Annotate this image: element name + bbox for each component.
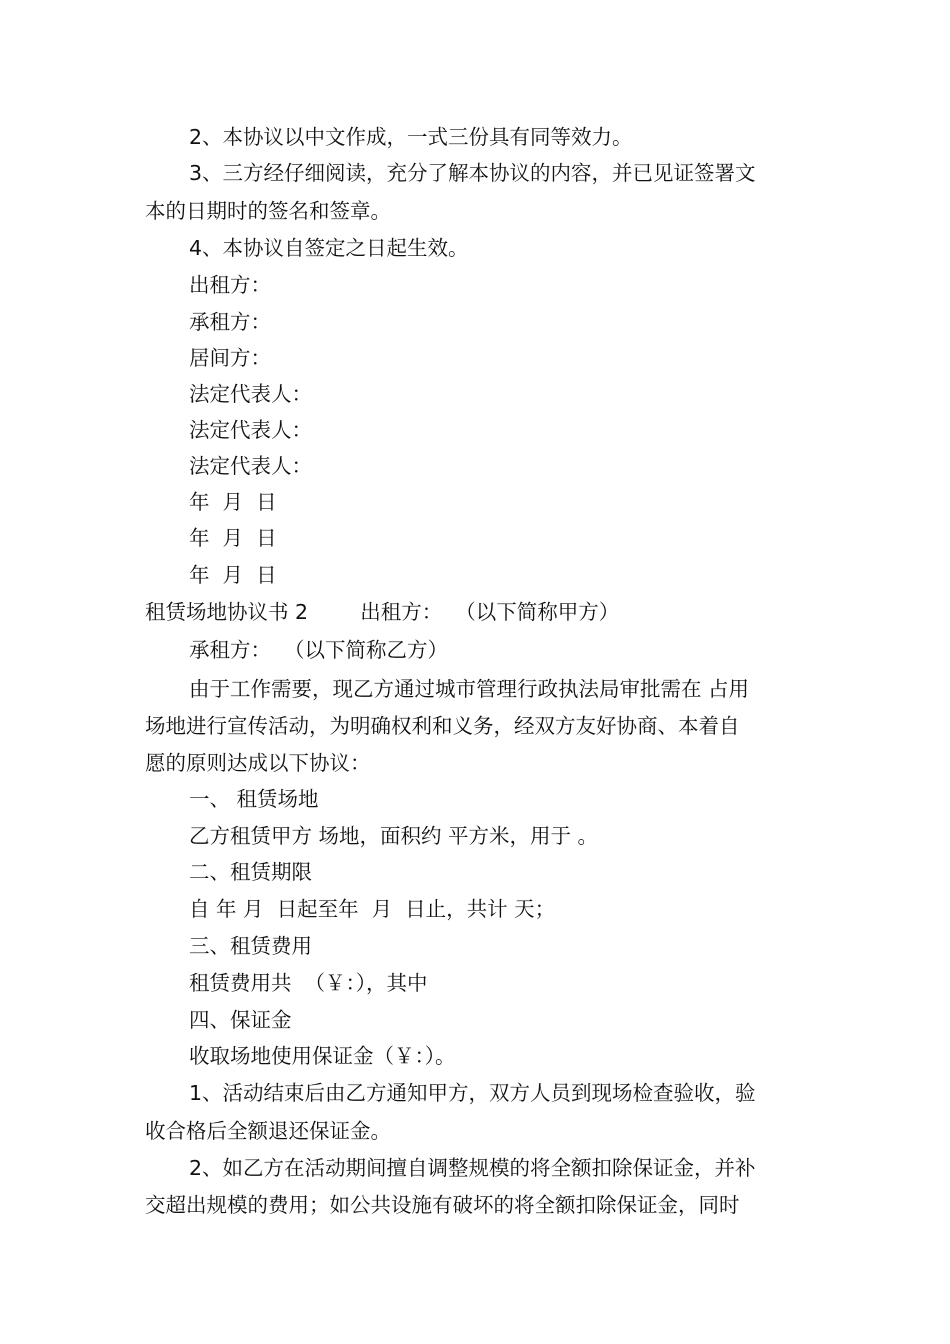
text-line: 承租方：: [189, 310, 271, 334]
text-line: 法定代表人：: [189, 454, 312, 478]
text-line: 法定代表人：: [189, 418, 312, 442]
text-line: 二、租赁期限: [189, 860, 312, 884]
text-line: 2、如乙方在活动期间擅自调整规模的将全额扣除保证金，并补: [189, 1156, 756, 1180]
text-line: 由于工作需要，现乙方通过城市管理行政执法局审批需在 占用: [189, 677, 750, 701]
text-line: 本的日期时的签名和签章。: [145, 199, 391, 223]
text-line: 3、三方经仔细阅读，充分了解本协议的内容，并已见证签署文: [189, 161, 756, 185]
text-line: 法定代表人：: [189, 382, 312, 406]
text-line: 场地进行宣传活动，为明确权利和义务，经双方友好协商、本着自: [145, 714, 740, 738]
text-line: 愿的原则达成以下协议：: [145, 751, 371, 775]
text-line: 自 年 月 日起至年 月 日止，共计 天；: [189, 897, 556, 921]
text-line: 乙方租赁甲方 场地，面积约 平方米，用于 。: [189, 824, 599, 848]
text-line: 1、活动结束后由乙方通知甲方，双方人员到现场检查验收，验: [189, 1081, 756, 1105]
text-line: 租赁费用共 （￥：），其中: [189, 971, 428, 995]
text-line: 收合格后全额退还保证金。: [145, 1119, 391, 1143]
text-line: 居间方：: [189, 346, 271, 370]
text-line: 四、保证金: [189, 1008, 292, 1032]
text-line: 年 月 日: [189, 490, 277, 514]
text-line: 租赁场地协议书 2 出租方： （以下简称甲方）: [145, 600, 620, 624]
text-line: 三、租赁费用: [189, 934, 312, 958]
text-line: 收取场地使用保证金（￥：）。: [189, 1044, 456, 1068]
text-line: 2、本协议以中文作成，一式三份具有同等效力。: [189, 125, 633, 149]
text-line: 4、本协议自签定之日起生效。: [189, 236, 469, 260]
text-line: 一、 租赁场地: [189, 787, 319, 811]
text-line: 承租方： （以下简称乙方）: [189, 638, 449, 662]
text-line: 年 月 日: [189, 526, 277, 550]
text-line: 年 月 日: [189, 563, 277, 587]
text-line: 出租方：: [189, 273, 271, 297]
text-line: 交超出规模的费用；如公共设施有破坏的将全额扣除保证金，同时: [145, 1193, 740, 1217]
